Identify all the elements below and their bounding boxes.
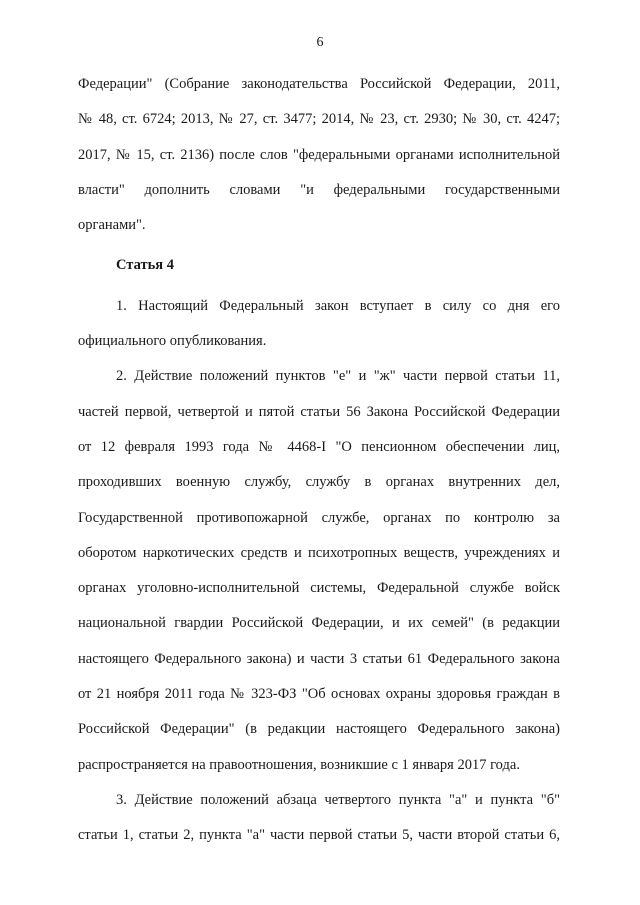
paragraph-line: проходивших военную службу, службу в органах внутренних дел, <box>78 474 560 491</box>
paragraph-line: № 48, ст. 6724; 2013, № 27, ст. 3477; 2014, № 23, ст. 2930; № 30, ст. 4247; <box>78 111 560 128</box>
paragraph-line: 3. Действие положений абзаца четвертого пункта "а" и пункта "б" <box>116 791 560 808</box>
paragraph-line: распространяется на правоотношения, возникшие с 1 января 2017 года. <box>78 756 520 773</box>
paragraph-line: статьи 1, статьи 2, пункта "а" части первой статьи 5, части второй статьи 6, <box>78 827 560 844</box>
paragraph-line: национальной гвардии Российской Федерации, и их семей" (в редакции <box>78 615 560 632</box>
document-body <box>78 67 560 854</box>
paragraph-line: Российской Федерации" (в редакции настоящего Федерального закона) <box>78 721 560 738</box>
paragraph-line: 2. Действие положений пунктов "е" и "ж" части первой статьи 11, <box>116 368 560 385</box>
paragraph-line: Государственной противопожарной службе, органах по контролю за <box>78 509 560 526</box>
paragraph-line: официального опубликования. <box>78 333 267 350</box>
paragraph-line: от 21 ноября 2011 года № 323-ФЗ "Об основах охраны здоровья граждан в <box>78 686 560 703</box>
paragraph-line: от 12 февраля 1993 года № 4468-I "О пенсионном обеспечении лиц, <box>78 438 560 455</box>
paragraph-line: органами". <box>78 217 146 234</box>
page-number: 6 <box>316 35 324 50</box>
paragraph-line: оборотом наркотических средств и психотропных веществ, учреждениях и <box>78 544 560 561</box>
paragraph-line: власти" дополнить словами "и федеральными государственными <box>78 181 560 198</box>
paragraph-line: частей первой, четвертой и пятой статьи 56 Закона Российской Федерации <box>78 403 560 420</box>
paragraph-line: Федерации" (Собрание законодательства Российской Федерации, 2011, <box>78 76 560 92</box>
article-heading: Статья 4 <box>116 257 174 274</box>
paragraph-line: 1. Настоящий Федеральный закон вступает в силу со дня его <box>116 297 560 314</box>
paragraph-line: 2017, № 15, ст. 2136) после слов "федеральными органами исполнительной <box>78 146 560 163</box>
paragraph-line: органах уголовно-исполнительной системы, Федеральной службе войск <box>78 580 560 597</box>
paragraph-line: настоящего Федерального закона) и части 3 статьи 61 Федерального закона <box>78 650 560 667</box>
